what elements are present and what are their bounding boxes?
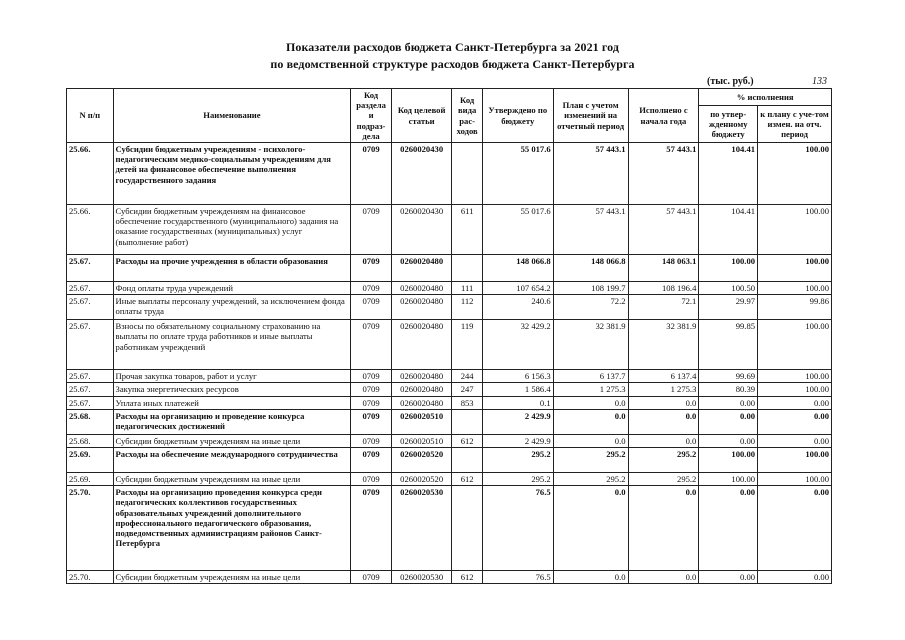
- row-type-code: 119: [452, 320, 482, 370]
- header-executed: Исполнено с начала года: [628, 89, 699, 143]
- row-executed: 1 275.3: [628, 383, 699, 396]
- row-name: Субсидии бюджетным учреждениям на финансовое обеспечение государственного (муниципального) задания на оказание государственных (муниципальных) услуг (выполнение работ): [113, 205, 351, 255]
- row-section-code: 0709: [351, 295, 391, 320]
- row-type-code: 112: [452, 295, 482, 320]
- row-plan: 57 443.1: [553, 143, 628, 205]
- row-number: 25.69.: [67, 448, 114, 473]
- row-plan: 295.2: [553, 448, 628, 473]
- row-approved: 32 429.2: [482, 320, 553, 370]
- row-percent-plan: 0.00: [758, 571, 832, 584]
- document-title-line-1: Показатели расходов бюджета Санкт-Петербурга за 2021 год: [285, 40, 620, 54]
- row-executed: 0.0: [628, 409, 699, 434]
- row-executed: 148 063.1: [628, 255, 699, 282]
- row-plan: 0.0: [553, 486, 628, 571]
- row-name: Расходы на организацию и проведение конкурса педагогических достижений: [113, 409, 351, 434]
- row-percent-plan: 100.00: [758, 448, 832, 473]
- row-approved: 6 156.3: [482, 370, 553, 383]
- row-type-code: 247: [452, 383, 482, 396]
- row-number: 25.68.: [67, 409, 114, 434]
- row-percent-plan: 100.00: [758, 473, 832, 486]
- row-target-code: 0260020480: [391, 320, 452, 370]
- row-section-code: 0709: [351, 486, 391, 571]
- row-percent-plan: 0.00: [758, 409, 832, 434]
- row-target-code: 0260020430: [391, 143, 452, 205]
- header-percent: % исполнения: [699, 89, 832, 106]
- row-number: 25.67.: [67, 396, 114, 409]
- table-row: [67, 434, 832, 447]
- budget-table: [66, 88, 832, 584]
- row-name: Субсидии бюджетным учреждениям на иные цели: [113, 434, 351, 447]
- row-executed: 0.0: [628, 486, 699, 571]
- row-percent-approved: 0.00: [699, 409, 758, 434]
- row-section-code: 0709: [351, 205, 391, 255]
- row-executed: 72.1: [628, 295, 699, 320]
- row-name: Расходы на прочие учреждения в области образования: [113, 255, 351, 282]
- table-row: [67, 396, 832, 409]
- row-percent-plan: 100.00: [758, 383, 832, 396]
- row-type-code: [452, 255, 482, 282]
- row-number: 25.67.: [67, 282, 114, 295]
- table-row: [67, 143, 832, 205]
- row-percent-approved: 80.39: [699, 383, 758, 396]
- row-approved: 1 586.4: [482, 383, 553, 396]
- table-row: [67, 295, 832, 320]
- row-approved: 240.6: [482, 295, 553, 320]
- row-executed: 295.2: [628, 473, 699, 486]
- row-percent-plan: 100.00: [758, 205, 832, 255]
- header-approved: Утверждено по бюджету: [482, 89, 553, 143]
- row-plan: 6 137.7: [553, 370, 628, 383]
- row-target-code: 0260020510: [391, 409, 452, 434]
- header-plan: План с учетом изменений на отчетный период: [553, 89, 628, 143]
- header-target-code: Код целевой статьи: [391, 89, 452, 143]
- row-executed: 108 196.4: [628, 282, 699, 295]
- row-percent-approved: 100.50: [699, 282, 758, 295]
- row-name: Субсидии бюджетным учреждениям - психолого-педагогическим медико-социальным учреждениям для детей на финансовое обеспечение выполнения государственного задания: [113, 143, 351, 205]
- row-percent-approved: 100.00: [699, 473, 758, 486]
- row-approved: 55 017.6: [482, 143, 553, 205]
- row-name: Расходы на организацию проведения конкурса среди педагогических коллективов государственных образовательных учреждений дополнительного профессионального педагогического образования, подведомственных администрациям районов Санкт-Петербурга: [113, 486, 351, 571]
- row-executed: 57 443.1: [628, 205, 699, 255]
- row-approved: 2 429.9: [482, 409, 553, 434]
- row-target-code: 0260020520: [391, 473, 452, 486]
- row-type-code: 111: [452, 282, 482, 295]
- row-approved: 2 429.9: [482, 434, 553, 447]
- row-percent-approved: 0.00: [699, 571, 758, 584]
- row-number: 25.67.: [67, 295, 114, 320]
- row-executed: 0.0: [628, 396, 699, 409]
- row-plan: 72.2: [553, 295, 628, 320]
- row-plan: 1 275.3: [553, 383, 628, 396]
- header-percent-plan: к плану с уче-том измен. на отч. период: [758, 106, 832, 143]
- row-section-code: 0709: [351, 282, 391, 295]
- row-approved: 148 066.8: [482, 255, 553, 282]
- header-name: Наименование: [113, 89, 351, 143]
- header-section-code: Код раздела и подраз-дела: [351, 89, 391, 143]
- row-section-code: 0709: [351, 143, 391, 205]
- row-number: 25.70.: [67, 486, 114, 571]
- row-number: 25.69.: [67, 473, 114, 486]
- row-percent-approved: 0.00: [699, 434, 758, 447]
- row-percent-plan: 100.00: [758, 143, 832, 205]
- table-row: [67, 255, 832, 282]
- row-percent-approved: 100.00: [699, 448, 758, 473]
- header-percent-approved: по утвер-жденному бюджету: [699, 106, 758, 143]
- table-row: [67, 383, 832, 396]
- row-section-code: 0709: [351, 473, 391, 486]
- row-name: Иные выплаты персоналу учреждений, за исключением фонда оплаты труда: [113, 295, 351, 320]
- row-approved: 107 654.2: [482, 282, 553, 295]
- row-type-code: 612: [452, 571, 482, 584]
- row-approved: 76.5: [482, 571, 553, 584]
- row-section-code: 0709: [351, 571, 391, 584]
- row-number: 25.66.: [67, 205, 114, 255]
- table-row: [67, 448, 832, 473]
- row-type-code: [452, 143, 482, 205]
- row-plan: 0.0: [553, 396, 628, 409]
- row-type-code: 611: [452, 205, 482, 255]
- row-section-code: 0709: [351, 383, 391, 396]
- row-percent-approved: 104.41: [699, 205, 758, 255]
- row-section-code: 0709: [351, 434, 391, 447]
- row-executed: 6 137.4: [628, 370, 699, 383]
- row-type-code: [452, 409, 482, 434]
- row-type-code: [452, 448, 482, 473]
- row-section-code: 0709: [351, 320, 391, 370]
- row-executed: 57 443.1: [628, 143, 699, 205]
- row-number: 25.67.: [67, 370, 114, 383]
- row-number: 25.66.: [67, 143, 114, 205]
- table-row: [67, 409, 832, 434]
- row-approved: 0.1: [482, 396, 553, 409]
- row-name: Субсидии бюджетным учреждениям на иные цели: [113, 473, 351, 486]
- row-section-code: 0709: [351, 396, 391, 409]
- row-percent-plan: 100.00: [758, 370, 832, 383]
- row-type-code: 612: [452, 434, 482, 447]
- row-percent-approved: 104.41: [699, 143, 758, 205]
- row-name: Прочая закупка товаров, работ и услуг: [113, 370, 351, 383]
- row-plan: 108 199.7: [553, 282, 628, 295]
- row-percent-plan: 100.00: [758, 320, 832, 370]
- row-number: 25.67.: [67, 383, 114, 396]
- row-approved: 295.2: [482, 473, 553, 486]
- table-row: [67, 486, 832, 571]
- row-percent-plan: 0.00: [758, 396, 832, 409]
- row-plan: 57 443.1: [553, 205, 628, 255]
- row-plan: 295.2: [553, 473, 628, 486]
- row-executed: 0.0: [628, 571, 699, 584]
- row-target-code: 0260020480: [391, 282, 452, 295]
- row-percent-approved: 29.97: [699, 295, 758, 320]
- table-row: [67, 571, 832, 584]
- row-percent-plan: 0.00: [758, 486, 832, 571]
- row-target-code: 0260020480: [391, 396, 452, 409]
- page-number: 133: [812, 76, 827, 87]
- row-section-code: 0709: [351, 448, 391, 473]
- row-target-code: 0260020480: [391, 370, 452, 383]
- table-row: [67, 473, 832, 486]
- row-type-code: [452, 486, 482, 571]
- table-row: [67, 320, 832, 370]
- row-target-code: 0260020430: [391, 205, 452, 255]
- row-type-code: 853: [452, 396, 482, 409]
- row-percent-plan: 100.00: [758, 282, 832, 295]
- header-num: N п/п: [67, 89, 114, 143]
- row-name: Взносы по обязательному социальному страхованию на выплаты по оплате труда работников и иные выплаты работникам учреждений: [113, 320, 351, 370]
- row-name: Субсидии бюджетным учреждениям на иные цели: [113, 571, 351, 584]
- table-row: [67, 370, 832, 383]
- row-type-code: 244: [452, 370, 482, 383]
- row-executed: 0.0: [628, 434, 699, 447]
- row-percent-approved: 0.00: [699, 486, 758, 571]
- row-target-code: 0260020480: [391, 295, 452, 320]
- row-percent-approved: 0.00: [699, 396, 758, 409]
- row-section-code: 0709: [351, 409, 391, 434]
- row-percent-plan: 100.00: [758, 255, 832, 282]
- row-plan: 0.0: [553, 571, 628, 584]
- row-type-code: 612: [452, 473, 482, 486]
- row-percent-approved: 100.00: [699, 255, 758, 282]
- row-approved: 76.5: [482, 486, 553, 571]
- row-plan: 148 066.8: [553, 255, 628, 282]
- row-percent-plan: 99.86: [758, 295, 832, 320]
- row-name: Фонд оплаты труда учреждений: [113, 282, 351, 295]
- row-percent-approved: 99.85: [699, 320, 758, 370]
- table-row: [67, 205, 832, 255]
- row-target-code: 0260020480: [391, 383, 452, 396]
- row-executed: 32 381.9: [628, 320, 699, 370]
- row-plan: 0.0: [553, 409, 628, 434]
- row-approved: 55 017.6: [482, 205, 553, 255]
- row-percent-plan: 0.00: [758, 434, 832, 447]
- row-approved: 295.2: [482, 448, 553, 473]
- row-executed: 295.2: [628, 448, 699, 473]
- row-name: Уплата иных платежей: [113, 396, 351, 409]
- unit-label: (тыс. руб.): [707, 76, 754, 87]
- document-title-line-2: по ведомственной структуре расходов бюджета Санкт-Петербурга: [270, 57, 635, 71]
- row-section-code: 0709: [351, 370, 391, 383]
- row-target-code: 0260020510: [391, 434, 452, 447]
- table-row: [67, 282, 832, 295]
- row-name: Расходы на обеспечение международного сотрудничества: [113, 448, 351, 473]
- row-plan: 32 381.9: [553, 320, 628, 370]
- row-target-code: 0260020530: [391, 571, 452, 584]
- row-percent-approved: 99.69: [699, 370, 758, 383]
- row-number: 25.67.: [67, 320, 114, 370]
- row-number: 25.70.: [67, 571, 114, 584]
- row-number: 25.68.: [67, 434, 114, 447]
- row-section-code: 0709: [351, 255, 391, 282]
- row-plan: 0.0: [553, 434, 628, 447]
- row-target-code: 0260020520: [391, 448, 452, 473]
- row-number: 25.67.: [67, 255, 114, 282]
- header-type-code: Код вида рас-ходов: [452, 89, 482, 143]
- row-name: Закупка энергетических ресурсов: [113, 383, 351, 396]
- row-target-code: 0260020530: [391, 486, 452, 571]
- row-target-code: 0260020480: [391, 255, 452, 282]
